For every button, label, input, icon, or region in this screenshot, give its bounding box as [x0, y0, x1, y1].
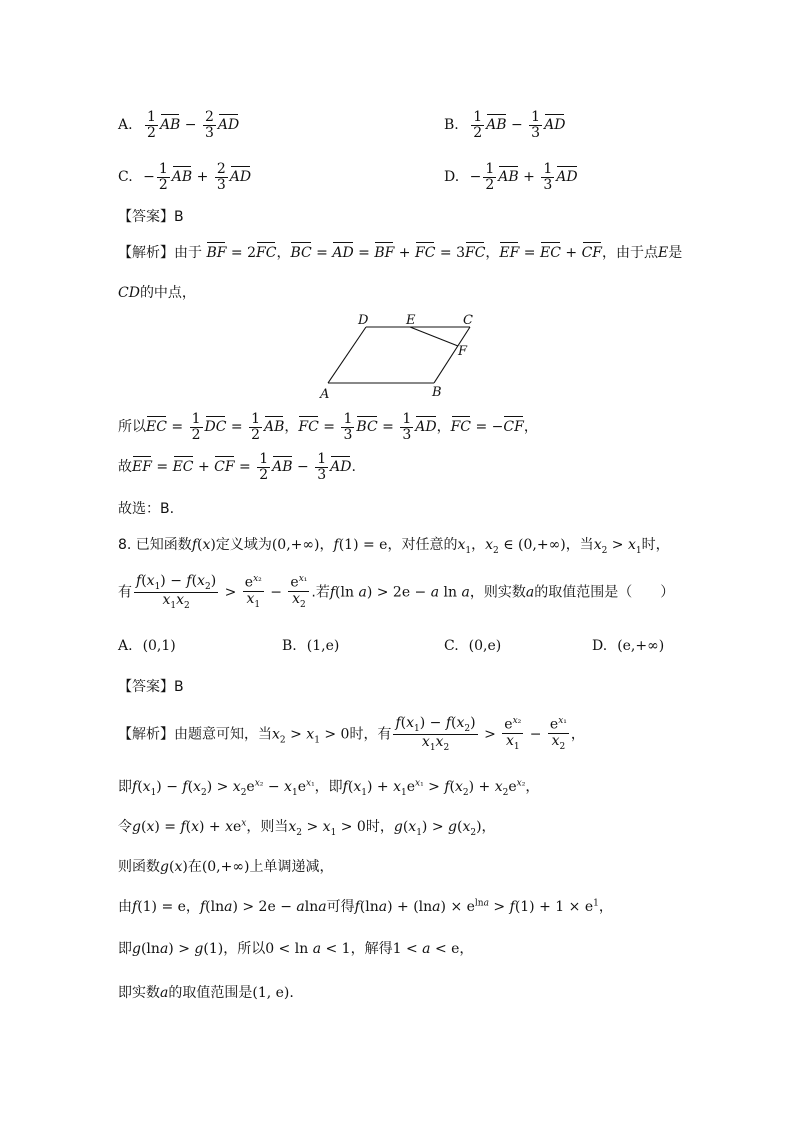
option-b-label: B.: [444, 117, 459, 134]
q7-therefore-line: 故EF = EC + CF = $\frac{1}{2}$ AB − $\frac{1}{3}$ AD.: [118, 451, 356, 483]
q8-option-c: C. (0,e): [444, 638, 502, 654]
q7-so-line: 所以EC = $\frac{1}{2}$ DC = $\frac{1}{2}$ AB，FC = $\frac{1}{3}$ BC = $\frac{1}{3}$ AD，FC = −CF，: [118, 411, 538, 443]
label-c: C: [463, 313, 473, 328]
segment-ef: [410, 327, 458, 346]
label-e: E: [406, 313, 416, 328]
option-b: B. $\frac{1}{2}$ AB − $\frac{1}{3}$ AD: [444, 109, 566, 141]
label-a: A: [320, 387, 330, 402]
q8-option-b: B. (1,e): [282, 638, 340, 654]
q8-option-d: D. (e,+∞): [592, 638, 665, 654]
q8-stem-line1: 8. 已知函数f(x)定义域为(0,+∞)，f(1) = e，对任意的$x_1$，$x_2$ ∈ (0,+∞)，当$x_2 > x_1$时，: [118, 537, 670, 556]
q8-analysis-line1: 【解析】由题意可知，当$x_2 > x_1 > 0$时，有 $\frac{f(x_1) - f(x_2)}{x_1x_2}$ > $\frac{e^{x_2}}{x_1}$ − $\frac{e^{x_1}}{x_2}$ ，: [118, 715, 585, 754]
q8-option-a: A. (0,1): [118, 638, 176, 654]
q8-answer: 【答案】B: [118, 679, 184, 695]
q8-analysis-line2: 即$f(x_1) - f(x_2) > x_2e^{x_2} - x_1e^{x_1}$，即$f(x_1) + x_1e^{x_1} > f(x_2) + x_2e^{x_2}$，: [118, 778, 540, 798]
parallelogram-figure: [310, 310, 490, 402]
q8-analysis-line7: 即实数a的取值范围是(1, e).: [118, 985, 294, 1001]
edge-ad: [328, 327, 366, 383]
label-b: B: [432, 385, 442, 400]
q8-analysis-line4: 则函数g(x)在(0,+∞)上单调递减，: [118, 859, 334, 875]
q7-answer: 【答案】B: [118, 209, 184, 225]
option-a: A. $\frac{1}{2}$ AB − $\frac{2}{3}$ AD: [118, 109, 240, 141]
option-a-label: A.: [118, 117, 133, 134]
option-c: C. − $\frac{1}{2}$ AB + $\frac{2}{3}$ AD: [118, 161, 252, 193]
q7-analysis-line2: CD的中点，: [118, 285, 196, 301]
option-d: D. − $\frac{1}{2}$ AB + $\frac{1}{3}$ AD: [444, 161, 578, 193]
q8-analysis-line3: 令$g(x) = f(x) + xe^x$，则当$x_2 > x_1 > 0$时，$g(x_1) > g(x_2)$，: [118, 818, 496, 838]
label-d: D: [358, 313, 369, 328]
q8-analysis-line5: 由f(1) = e，f(lna) > 2e − alna可得$f(\ln a) + (\ln a) \times e^{lna} > f(1) + 1 \times e^1$，: [118, 898, 613, 915]
option-d-label: D.: [444, 169, 460, 186]
label-f: F: [458, 344, 468, 359]
q7-choice: 故选：B.: [118, 501, 175, 517]
option-c-label: C.: [118, 169, 133, 186]
q8-stem-line2: 有 $\frac{f(x_1) - f(x_2)}{x_1x_2}$ > $\frac{e^{x_2}}{x_1}$ − $\frac{e^{x_1}}{x_2}$ .若f(ln a) > 2e − a ln a，则实数a的取值范围是（ ）: [118, 573, 675, 612]
q7-analysis-line1: 【解析】由于 BF = 2FC，BC = AD = BF + FC = 3FC，EF = EC + CF，由于点E是: [118, 245, 683, 261]
q8-analysis-line6: 即g(lna) > g(1)，所以0 < ln a < 1，解得1 < a < e，: [118, 941, 474, 957]
